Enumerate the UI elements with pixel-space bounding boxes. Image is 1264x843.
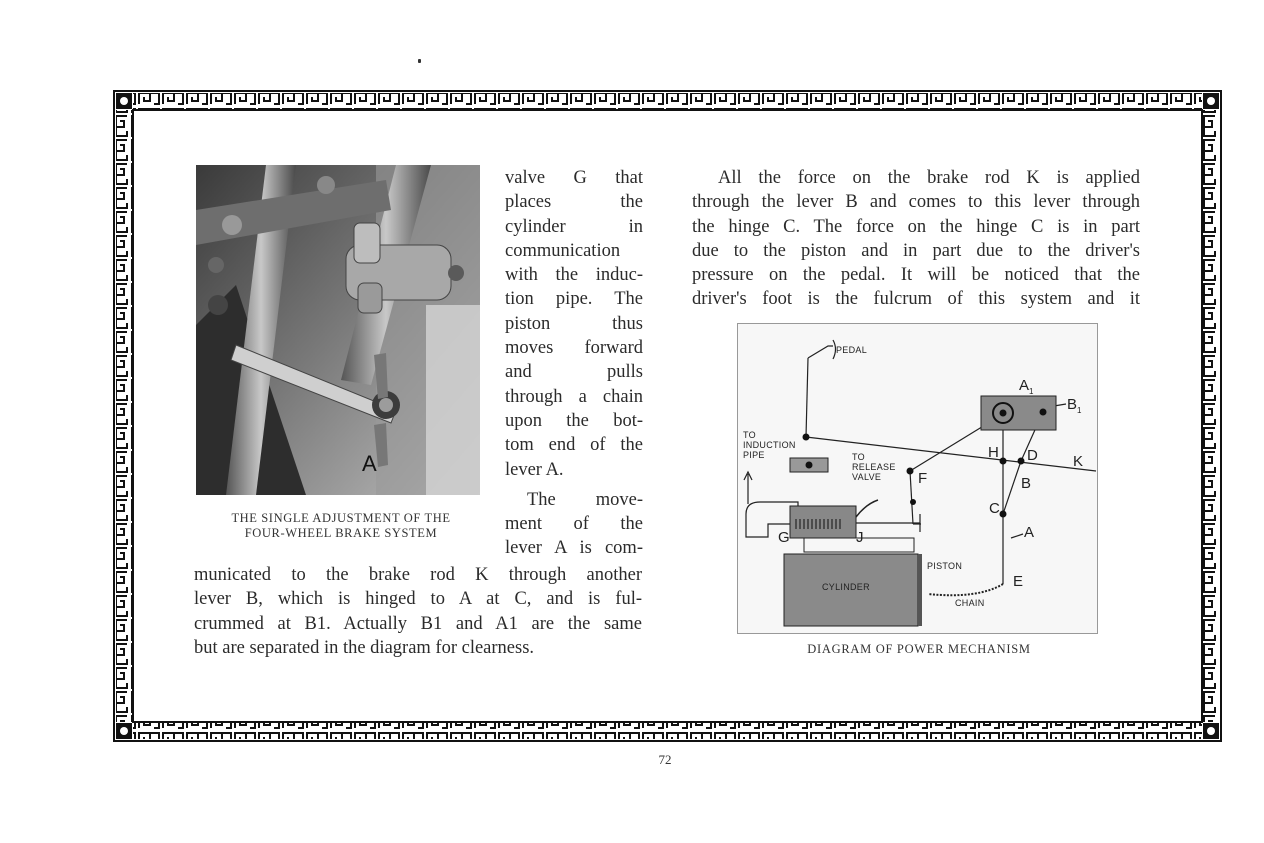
text-line: ment of the: [505, 514, 643, 535]
text-line: All the force on the brake rod K is applied: [718, 168, 1140, 188]
text-line: municated to the brake rod K through another: [194, 565, 642, 585]
diagram-label-e: E: [1013, 573, 1024, 590]
text-line: places the: [505, 192, 643, 213]
diagram-label-b1: [1067, 397, 1081, 415]
brake-adjustment-photo: [196, 165, 480, 495]
text-line: pressure on the pedal. It will be noticed that the: [692, 265, 1140, 286]
text-line: through the lever B and comes to this lever through: [692, 192, 1140, 213]
diagram-label-f: F: [918, 470, 928, 487]
text-line: communication: [505, 240, 621, 261]
text-line: upon the bot-: [505, 410, 643, 431]
text-line: moves forward: [505, 338, 643, 359]
diagram-label-a1-letter: A: [1019, 377, 1030, 394]
text-line: lever A.: [505, 459, 564, 480]
text-line: lever B, which is hinged to A at C, and is ful-: [194, 589, 642, 610]
photo-caption-line2: FOUR-WHEEL BRAKE SYSTEM: [244, 526, 438, 540]
diagram-label-pedal: PEDAL: [836, 345, 868, 355]
diagram-label-cylinder: CYLINDER: [822, 582, 870, 592]
text-line: lever A is com-: [505, 538, 643, 559]
diagram-label-b1-sub: 1: [1077, 406, 1082, 415]
diagram-label-a1: [1019, 378, 1033, 396]
diagram-label-c: C: [989, 500, 1000, 517]
text-line: tom end of the: [505, 435, 643, 456]
diagram-label-g: G: [778, 529, 790, 546]
diagram-label-a1-sub: 1: [1029, 387, 1034, 396]
text-line: with the induc-: [505, 265, 643, 286]
narrow-text-column: [505, 166, 643, 561]
photo-label-a: A: [362, 451, 377, 476]
power-mechanism-diagram: [737, 323, 1098, 634]
text-line: crummed at B1. Actually B1 and A1 are the same: [194, 613, 642, 634]
diagram-label-b1-letter: B: [1067, 396, 1078, 413]
diagram-label-j: J: [856, 529, 864, 546]
diagram-label-piston: PISTON: [927, 561, 963, 571]
text-line: driver's foot is the fulcrum of this system and it: [692, 289, 1140, 310]
diagram-label-k: K: [1073, 453, 1084, 470]
diagram-label-chain: CHAIN: [955, 598, 985, 608]
text-line: The move-: [527, 489, 643, 510]
diagram-label-h: H: [988, 444, 999, 461]
print-speck: [418, 59, 421, 63]
photo-caption-line1: THE SINGLE ADJUSTMENT OF THE: [231, 511, 451, 525]
text-line: due to the piston and in part due to the driver's: [692, 240, 1140, 261]
diagram-label-release-valve: TO RELEASE VALVE: [852, 452, 896, 482]
text-line: tion pipe. The: [505, 289, 643, 310]
photo-caption: [196, 511, 486, 541]
page-number: 72: [658, 752, 672, 767]
diagram-label-b: B: [1021, 475, 1032, 492]
text-line: the hinge C. The force on the hinge C is in part: [692, 216, 1140, 237]
right-text-column: [692, 166, 1140, 312]
diagram-label-induction-pipe: TO INDUCTION PIPE: [743, 430, 796, 460]
text-line: piston thus: [505, 313, 643, 334]
text-line: and pulls: [505, 362, 643, 383]
diagram-label-a: A: [1024, 524, 1035, 541]
diagram-label-d: D: [1027, 447, 1038, 464]
text-line: but are separated in the diagram for clearness.: [194, 637, 535, 658]
text-line: valve G that: [505, 168, 643, 188]
text-line: through a chain: [505, 386, 643, 407]
lower-text-block: [194, 563, 642, 660]
text-line: cylinder in: [505, 216, 643, 237]
diagram-caption: DIAGRAM OF POWER MECHANISM: [807, 642, 1031, 656]
